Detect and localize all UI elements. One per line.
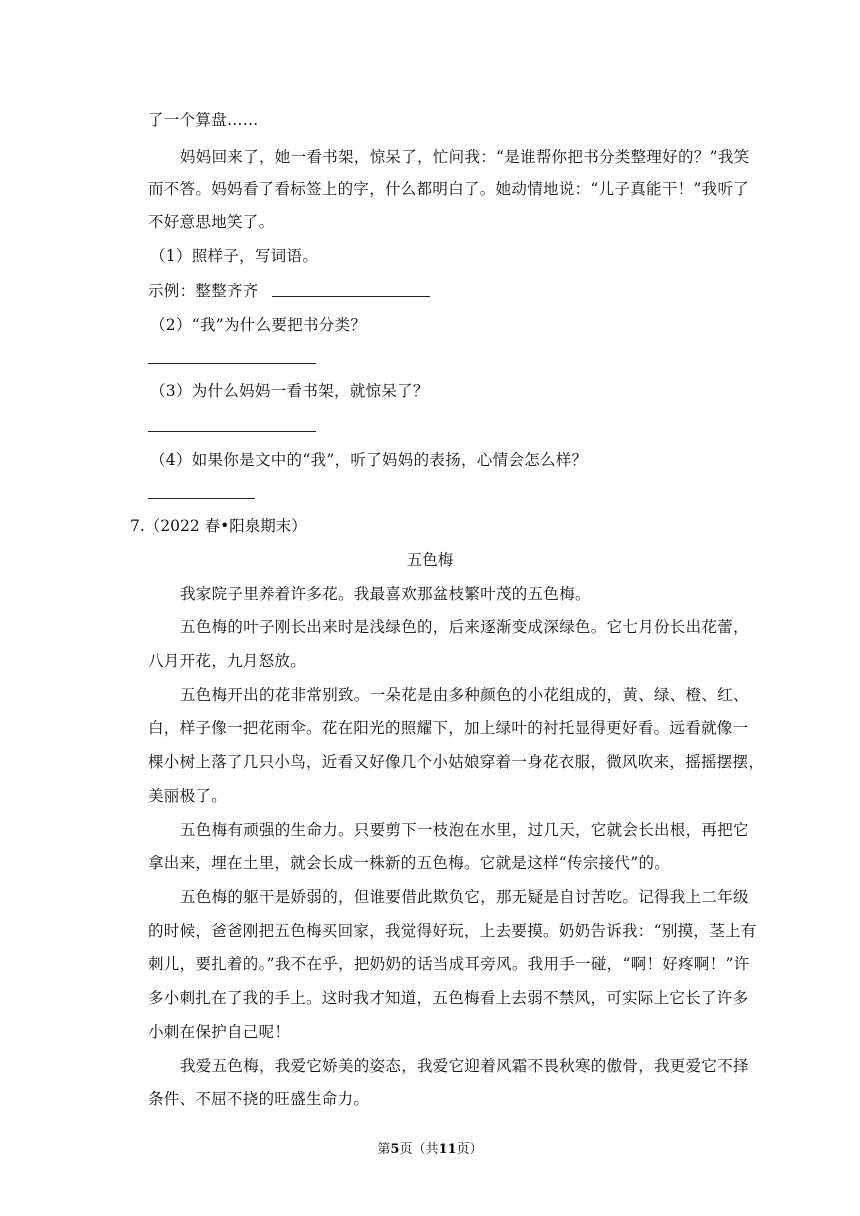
passage-line: 棵小树上落了几只小鸟，近看又好像几个小姑娘穿着一身花衣服，微风吹来，摇摇摆摆， bbox=[148, 753, 765, 771]
answer-blank-3[interactable] bbox=[148, 431, 316, 432]
passage-line: 我爱五色梅，我爱它娇美的姿态，我爱它迎着风霜不畏秋寒的傲骨，我更爱它不择 bbox=[180, 1057, 749, 1075]
footer-prefix: 第 bbox=[377, 1142, 391, 1157]
passage-line: 刺儿，要扎着的。”我不在乎，把奶奶的话当成耳旁风。我用手一碰，“啊！好疼啊！”许 bbox=[148, 955, 750, 973]
passage-line: 美丽极了。 bbox=[148, 787, 228, 805]
passage-line: 条件、不屈不挠的旺盛生命力。 bbox=[148, 1090, 370, 1108]
answer-blank-4[interactable] bbox=[148, 498, 255, 499]
passage-line: 的时候，爸爸刚把五色梅买回家，我觉得好玩，上去要摸。奶奶告诉我：“别摸，茎上有 bbox=[148, 922, 757, 940]
footer-suffix: 页） bbox=[456, 1142, 483, 1157]
passage-line: 而不答。妈妈看了看标签上的字，什么都明白了。她动情地说：“儿子真能干！”我听了 bbox=[148, 180, 750, 198]
question-2: （2）“我”为什么要把书分类？ bbox=[150, 316, 367, 334]
passage-line: 我家院子里养着许多花。我最喜欢那盆枝繁叶茂的五色梅。 bbox=[180, 585, 591, 603]
passage-line: 五色梅有顽强的生命力。只要剪下一枝泡在水里，过几天，它就会长出根，再把它 bbox=[180, 821, 749, 839]
passage-line: 八月开花，九月怒放。 bbox=[148, 652, 307, 670]
passage-title: 五色梅 bbox=[406, 551, 454, 569]
passage-line: 了一个算盘…… bbox=[148, 111, 259, 129]
passage-line: 白，样子像一把花雨伞。花在阳光的照耀下，加上绿叶的衬托显得更好看。远看就像一 bbox=[148, 719, 749, 737]
passage-line: 多小刺扎在了我的手上。这时我才知道，五色梅看上去弱不禁风，可实际上它长了许多 bbox=[148, 989, 749, 1007]
answer-blank-2[interactable] bbox=[148, 363, 316, 364]
passage-line: 五色梅开出的花非常别致。一朵花是由多种颜色的小花组成的，黄、绿、橙、红、 bbox=[180, 686, 749, 704]
question-1-example: 示例：整整齐齐 bbox=[148, 282, 259, 300]
page-footer bbox=[0, 1141, 860, 1159]
passage-line: 小刺在保护自己呢！ bbox=[148, 1023, 291, 1041]
question-4: （4）如果你是文中的“我”，听了妈妈的表扬，心情会怎么样？ bbox=[150, 451, 588, 469]
passage-line: 五色梅的叶子刚长出来时是浅绿色的，后来逐渐变成深绿色。它七月份长出花蕾， bbox=[180, 618, 749, 636]
passage-line: 不好意思地笑了。 bbox=[148, 213, 275, 231]
current-page-number: 5 bbox=[390, 1142, 400, 1157]
passage-line: 五色梅的躯干是娇弱的，但谁要借此欺负它，那无疑是自讨苦吃。记得我上二年级 bbox=[180, 888, 749, 906]
question-7-header: 7.（2022 春•阳泉期末） bbox=[130, 517, 307, 535]
question-3: （3）为什么妈妈一看书架，就惊呆了？ bbox=[150, 382, 429, 400]
passage-line: 拿出来，埋在土里，就会长成一株新的五色梅。它就是这样“传宗接代”的。 bbox=[148, 854, 671, 872]
answer-blank-1[interactable] bbox=[272, 296, 430, 297]
total-page-count: 11 bbox=[438, 1142, 457, 1157]
question-1: （1）照样子，写词语。 bbox=[150, 247, 319, 265]
passage-line: 妈妈回来了，她一看书架，惊呆了，忙问我：“是谁帮你把书分类整理好的？”我笑 bbox=[180, 148, 750, 166]
footer-middle: 页（共 bbox=[399, 1142, 439, 1157]
